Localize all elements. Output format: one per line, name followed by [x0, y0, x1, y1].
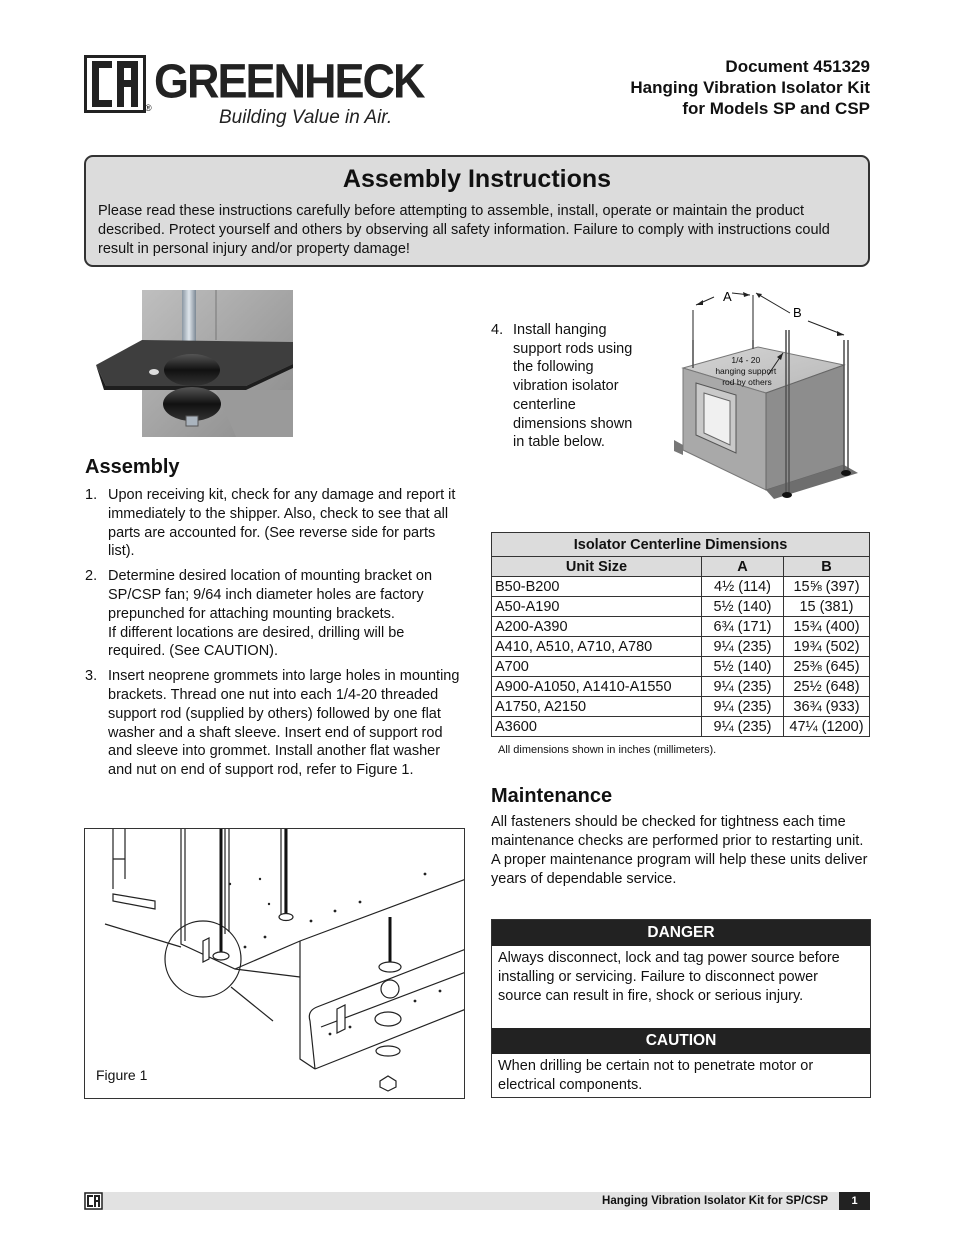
unit-size-cell: A900-A1050, A1410-A1550: [492, 677, 702, 697]
document-subtitle: for Models SP and CSP: [682, 99, 870, 118]
table-row: [492, 697, 870, 717]
table-row: [492, 597, 870, 617]
list-item: [85, 667, 465, 780]
footer-title: Hanging Vibration Isolator Kit for SP/CSP: [602, 1195, 828, 1207]
brand-tagline: Building Value in Air.: [219, 107, 393, 128]
page-number: 1: [839, 1192, 870, 1210]
column-header-unit-size: Unit Size: [492, 557, 702, 577]
page-footer: [84, 1192, 870, 1210]
danger-text: Always disconnect, lock and tag power source before installing or servicing. Failure to disconnect power source can result in fire, shock or serious injury.: [498, 950, 840, 1004]
brand-name: GREENHECK: [154, 53, 424, 109]
dim-a-cell: 9¼ (235): [702, 717, 784, 737]
table-row: [492, 677, 870, 697]
dimension-diagram: [668, 285, 868, 505]
unit-size-cell: A3600: [492, 717, 702, 737]
table-row: [492, 577, 870, 597]
assembly-heading: Assembly: [85, 456, 180, 478]
step-text: Determine desired location of mounting bracket on SP/CSP fan; 9/64 inch diameter holes are factory prepunched for attaching mounting brackets.: [108, 568, 433, 622]
isolator-photo: [96, 290, 293, 437]
greenheck-logo-icon: [84, 55, 146, 113]
safety-notice-box: [84, 155, 870, 267]
dim-b-cell: 47¼ (1200): [784, 717, 870, 737]
assembly-steps: [85, 486, 465, 786]
rod-label-line-1: 1/4 - 20: [731, 355, 761, 365]
dim-b-cell: 25⅜ (645): [784, 657, 870, 677]
installation-drawing: [85, 829, 465, 1099]
dim-a-cell: 5½ (140): [702, 597, 784, 617]
step-number: 1.: [85, 487, 98, 503]
list-item: [85, 567, 465, 661]
caution-header: CAUTION: [492, 1028, 870, 1054]
caution-text: When drilling be certain not to penetrate motor or electrical components.: [498, 1058, 814, 1093]
table-row: [492, 717, 870, 737]
figure-1: [84, 828, 465, 1099]
dim-b-cell: 25½ (648): [784, 677, 870, 697]
dimension-b-label: B: [793, 305, 802, 320]
figure-1-label: Figure 1: [96, 1067, 148, 1083]
maintenance-heading: Maintenance: [491, 785, 613, 807]
table-footnote: All dimensions shown in inches (millimeters).: [498, 744, 717, 756]
step-text-continued: If different locations are desired, drilling will be required. (See CAUTION).: [108, 624, 405, 660]
safety-warnings-box: [491, 919, 871, 1098]
brand-logo: [84, 53, 424, 130]
unit-size-cell: A1750, A2150: [492, 697, 702, 717]
dim-a-cell: 9¼ (235): [702, 697, 784, 717]
step-text: Upon receiving kit, check for any damage and report it immediately to the shipper. Also, check to see that all parts are accounted for. (See reverse side for parts list).: [108, 487, 456, 560]
unit-size-cell: A700: [492, 657, 702, 677]
step-number: 3.: [85, 668, 98, 685]
step-text: Install hanging support rods using the following vibration isolator centerline dimensions shown in table below.: [513, 322, 633, 451]
rod-label-line-3: rod by others: [722, 377, 772, 387]
document-number: Document 451329: [725, 57, 870, 76]
dim-a-cell: 9¼ (235): [702, 637, 784, 657]
step-number: 2.: [85, 568, 98, 585]
dim-b-cell: 36¾ (933): [784, 697, 870, 717]
notice-text: Please read these instructions carefully before attempting to assemble, install, operate or maintain the product described. Protect yourself and others by observing all safety information. Failure to comply with instructions could result in personal injury and/or property damage!: [98, 203, 830, 257]
dim-b-cell: 19¾ (502): [784, 637, 870, 657]
dim-a-cell: 9¼ (235): [702, 677, 784, 697]
unit-size-cell: A50-A190: [492, 597, 702, 617]
dimension-a-label: A: [723, 289, 732, 304]
danger-header: DANGER: [492, 920, 870, 946]
dim-b-cell: 15 (381): [784, 597, 870, 617]
table-row: [492, 637, 870, 657]
dim-a-cell: 5½ (140): [702, 657, 784, 677]
dim-a-cell: 4½ (114): [702, 577, 784, 597]
page-title: Assembly Instructions: [342, 165, 612, 193]
registered-mark: ®: [145, 103, 152, 113]
isolator-dimensions-table: [491, 532, 870, 737]
maintenance-text: All fasteners should be checked for tightness each time maintenance checks are performed prior to restarting unit. A proper maintenance program will help these units deliver years of dependable service.: [491, 814, 868, 887]
unit-size-cell: A200-A390: [492, 617, 702, 637]
table-caption: Isolator Centerline Dimensions: [492, 533, 870, 557]
dim-a-cell: 6¾ (171): [702, 617, 784, 637]
table-row: [492, 657, 870, 677]
step-text: Insert neoprene grommets into large holes in mounting brackets. Thread one nut into each 1/4-20 threaded support rod (supplied by others) followed by one flat washer and a shaft sleeve. Insert end of support rod and sleeve into grommet. Install another flat washer and nut on end of support rod, refer to Figure 1.: [108, 668, 460, 779]
document-header: [630, 56, 870, 119]
unit-size-cell: A410, A510, A710, A780: [492, 637, 702, 657]
dim-b-cell: 15⅝ (397): [784, 577, 870, 597]
greenheck-logo-icon: [84, 1192, 104, 1210]
dim-b-cell: 15¾ (400): [784, 617, 870, 637]
column-header-a: A: [702, 557, 784, 577]
column-header-b: B: [784, 557, 870, 577]
document-title: Hanging Vibration Isolator Kit: [630, 78, 870, 97]
table-row: [492, 617, 870, 637]
rod-label-line-2: hanging support: [715, 366, 777, 376]
list-item: [85, 486, 465, 561]
step-number: 4.: [491, 322, 504, 338]
unit-size-cell: B50-B200: [492, 577, 702, 597]
